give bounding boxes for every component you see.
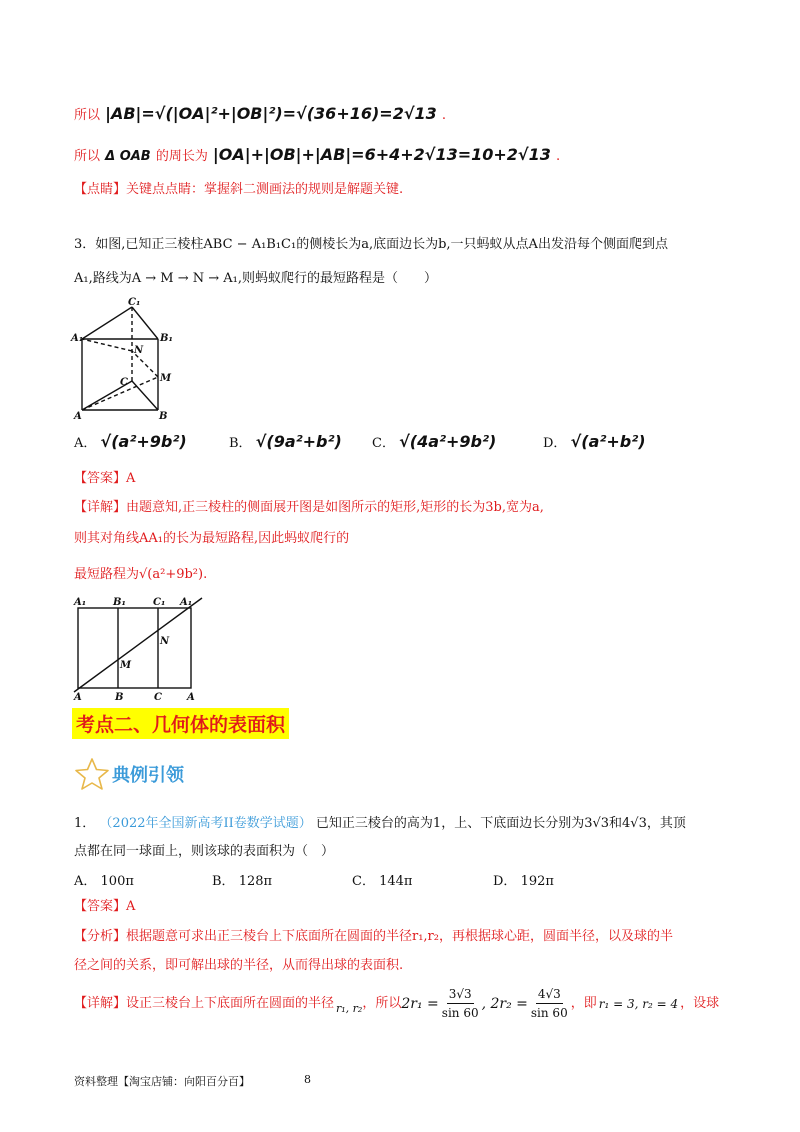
label-a: A	[74, 411, 82, 422]
fig2-label-c1: C₁	[153, 597, 166, 608]
q1-detail-end: ，设球	[680, 995, 720, 1011]
path-n-a1	[82, 339, 132, 351]
q1-detail-result: r₁ = 3, r₂ = 4	[598, 996, 679, 1011]
q3-line1: 3．如图,已知正三棱柱ABC − A₁B₁C₁的侧棱长为a,底面边长为b,一只蚂蚁从点A出发沿每个侧面爬到点	[74, 237, 668, 252]
q1-eq2-lhs: , 2r₂ =	[481, 995, 528, 1012]
q1-option-b-label: B．	[212, 874, 235, 889]
label-c: C	[120, 377, 128, 388]
prism-figure	[70, 293, 190, 423]
q3-option-c	[372, 432, 496, 451]
fig2-label-a-right: A	[187, 692, 195, 703]
line2-suffix: .	[555, 149, 561, 164]
q1-line2: 点都在同一球面上，则该球的表面积为（ ）	[74, 844, 335, 859]
q1-detail-line	[74, 985, 719, 1022]
q1-option-a-label: A．	[74, 874, 97, 889]
line2-mid: 的周长为	[155, 149, 208, 164]
q3-detail-2: 则其对角线AA₁的长为最短路程,因此蚂蚁爬行的	[74, 531, 350, 546]
fig2-label-a-left: A	[74, 692, 82, 703]
q3-option-d-expr: √(a²+b²)	[570, 432, 646, 451]
q1-frac1-den: sin 60	[441, 1006, 479, 1020]
q1-option-a	[74, 870, 134, 889]
q1-eq1-lhs: 2r₁ =	[401, 995, 439, 1012]
q3-option-d	[543, 432, 646, 451]
label-a1: A₁	[71, 333, 84, 344]
line1-suffix: .	[441, 108, 447, 123]
fig2-label-a1-left: A₁	[74, 597, 87, 608]
q3-option-b	[229, 432, 342, 451]
label-m: M	[160, 373, 172, 384]
q1-analysis-2: 径之间的关系，即可解出球的半径，从而得出球的表面积.	[74, 958, 404, 973]
unfolded-figure	[70, 592, 215, 704]
q1-detail-prefix: 【详解】设正三棱台上下底面所在圆面的半径	[74, 995, 335, 1011]
q1-option-c-label: C．	[352, 874, 375, 889]
line1-prefix: 所以	[74, 108, 101, 123]
q1-detail-mid: ，所以	[362, 995, 402, 1011]
label-c1: C₁	[128, 297, 141, 308]
q3-option-a-label: A．	[74, 436, 97, 451]
q1-text1: 已知正三棱台的高为1，上、下底面边长分别为3√3和4√3，其顶	[315, 816, 686, 831]
q1-option-d	[493, 870, 554, 889]
line-perimeter	[74, 145, 560, 166]
line2-expr: |OA|+|OB|+|AB|=6+4+2√13=10+2√13	[212, 145, 551, 164]
q1-num: 1．	[74, 816, 96, 831]
line2-prefix: 所以	[74, 149, 101, 164]
q1-option-c	[352, 870, 412, 889]
q3-detail-1: 【详解】由题意知,正三棱柱的侧面展开图是如图所示的矩形,矩形的长为3b,宽为a,	[74, 500, 544, 515]
fig2-label-n: N	[160, 636, 170, 647]
q1-line1	[74, 815, 686, 833]
q1-option-a-value: 100π	[100, 874, 134, 889]
q1-answer: 【答案】A	[74, 899, 136, 914]
q3-option-d-label: D．	[543, 436, 567, 451]
tip-note: 【点睛】关键点点睛：掌握斜二测画法的规则是解题关键.	[74, 182, 404, 197]
fig2-label-c: C	[154, 692, 162, 703]
star-icon	[74, 757, 110, 791]
line-ab-length	[74, 104, 446, 125]
example-header	[74, 757, 184, 791]
q1-option-d-value: 192π	[520, 874, 554, 889]
q1-source: （2022年全国新高考II卷数学试题）	[99, 816, 312, 831]
q1-detail-then: ，即	[570, 995, 597, 1011]
footer-left: 资料整理【淘宝店铺：向阳百分百】	[74, 1075, 250, 1088]
q1-detail-r: r₁, r₂	[336, 1001, 363, 1015]
line1-expr: |AB|=√(|OA|²+|OB|²)=√(36+16)=2√13	[105, 104, 437, 123]
q3-option-c-expr: √(4a²+9b²)	[399, 432, 497, 451]
edge-c1-b1	[132, 307, 158, 339]
q3-option-c-label: C．	[372, 436, 395, 451]
footer-page-number: 8	[304, 1073, 311, 1086]
section-heading: 考点二、几何体的表面积	[72, 708, 289, 739]
q1-frac2-num: 4√3	[536, 985, 563, 1004]
label-b: B	[159, 411, 168, 422]
fig2-label-a1-right: A₁	[180, 597, 193, 608]
q1-frac1	[442, 985, 479, 1022]
q3-answer: 【答案】A	[74, 471, 136, 486]
fig2-label-b1: B₁	[113, 597, 126, 608]
q3-line2: A₁,路线为A → M → N → A₁,则蚂蚁爬行的最短路程是（ ）	[74, 271, 438, 286]
line2-triangle: Δ OAB	[105, 149, 151, 164]
q1-option-c-value: 144π	[379, 874, 413, 889]
q3-detail-3: 最短路程为√(a²+9b²).	[74, 567, 208, 582]
fig2-label-b: B	[115, 692, 124, 703]
unfold-diagonal	[74, 598, 202, 692]
q1-frac2	[531, 985, 568, 1022]
q1-analysis-1: 【分析】根据题意可求出正三棱台上下底面所在圆面的半径r₁,r₂，再根据球心距，圆面半径，以及球的半	[74, 929, 673, 944]
q3-option-b-label: B．	[229, 436, 252, 451]
q1-option-d-label: D．	[493, 874, 517, 889]
q1-frac1-num: 3√3	[447, 985, 474, 1004]
q1-option-b	[212, 870, 272, 889]
q3-option-a	[74, 432, 187, 451]
edge-c-b	[132, 381, 158, 410]
q3-option-b-expr: √(9a²+b²)	[255, 432, 342, 451]
label-n: N	[134, 345, 144, 356]
label-b1: B₁	[160, 333, 173, 344]
fig2-label-m: M	[120, 660, 132, 671]
q1-frac2-den: sin 60	[530, 1006, 568, 1020]
example-title: 典例引领	[112, 765, 184, 786]
edge-a1-c1	[82, 307, 132, 339]
q1-option-b-value: 128π	[238, 874, 273, 889]
q3-option-a-expr: √(a²+9b²)	[100, 432, 187, 451]
